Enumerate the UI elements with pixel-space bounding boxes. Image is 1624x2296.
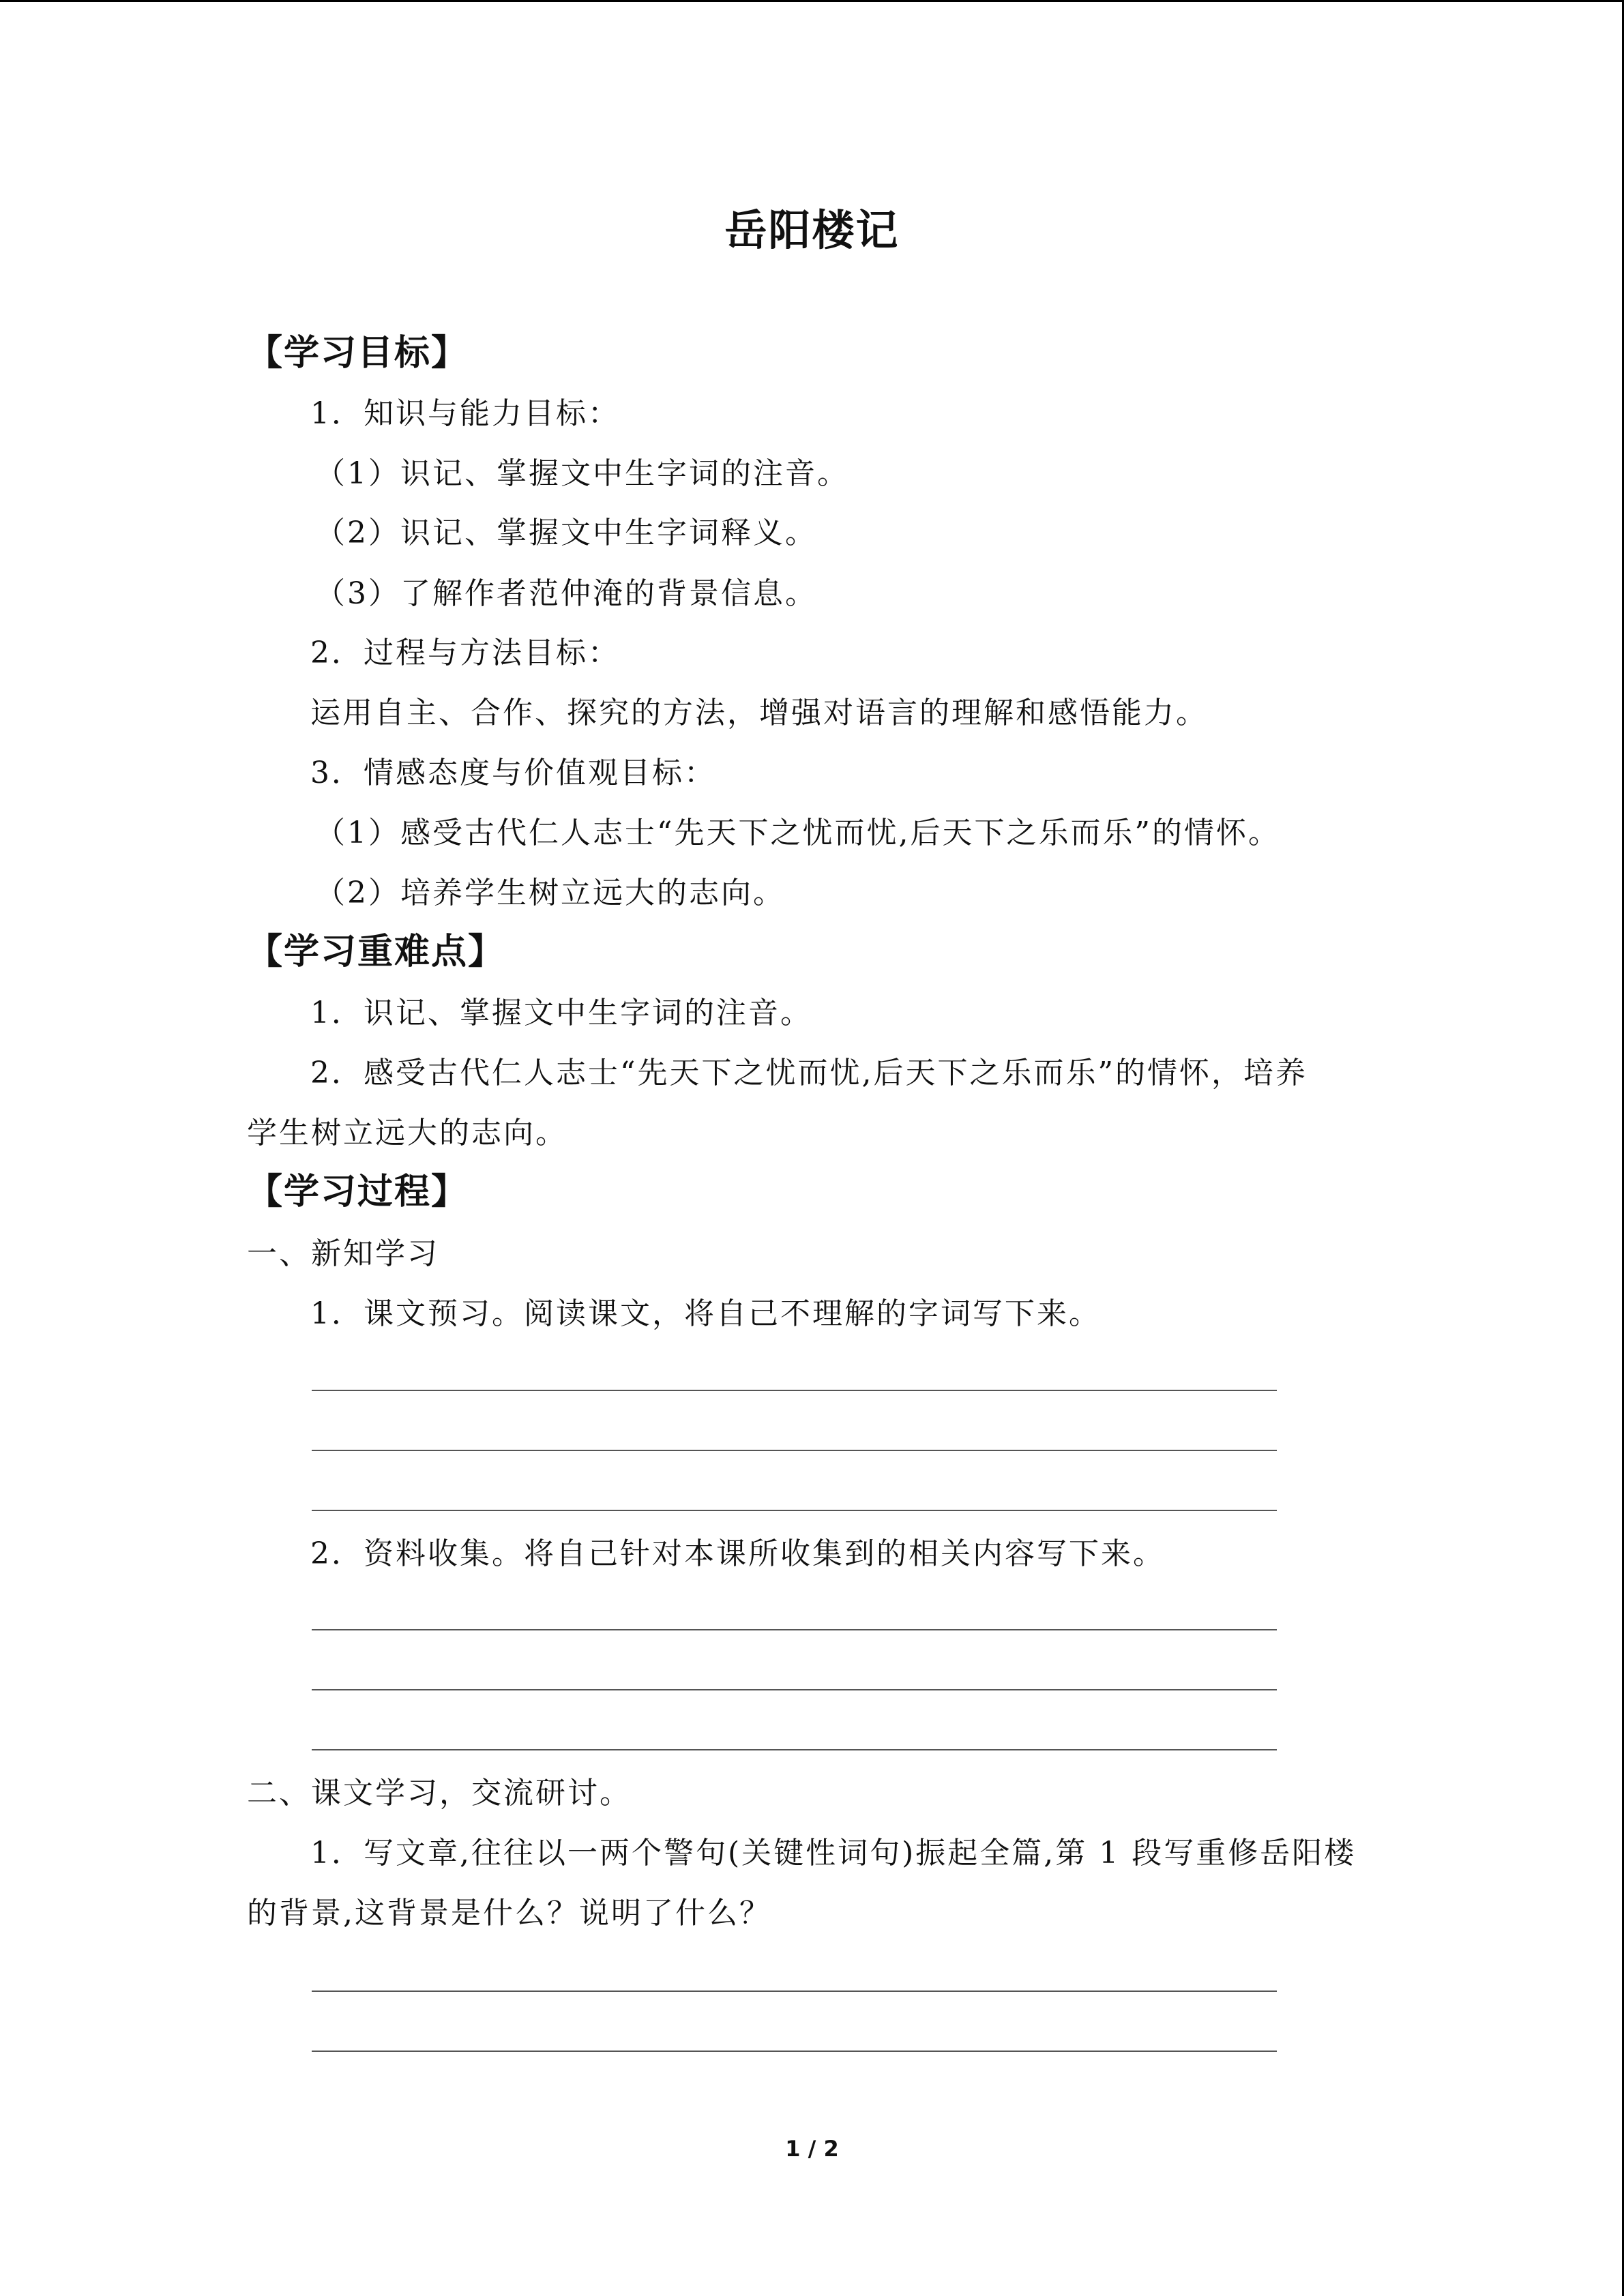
page-number: 1 / 2 (785, 2136, 839, 2162)
answer-line[interactable] (312, 1749, 1277, 1750)
process-part-1-item-1: 1．课文预习。阅读课文，将自己不理解的字词写下来。 (310, 1296, 1101, 1331)
objective-item-3-2: （2）培养学生树立远大的志向。 (315, 876, 785, 910)
answer-line[interactable] (312, 1390, 1277, 1391)
process-part-2: 二、课文学习，交流研讨。 (247, 1776, 632, 1810)
objective-item-3: 3．情感态度与价值观目标： (310, 756, 716, 790)
section-heading-process: 【学习过程】 (247, 1172, 469, 1212)
answer-line[interactable] (312, 1450, 1277, 1451)
key-point-item-1: 1．识记、掌握文中生字词的注音。 (310, 996, 812, 1030)
answer-line[interactable] (312, 1629, 1277, 1630)
objective-item-1-1: （1）识记、掌握文中生字词的注音。 (315, 456, 849, 491)
process-part-1-item-2: 2．资料收集。将自己针对本课所收集到的相关内容写下来。 (310, 1536, 1165, 1571)
section-heading-key-points: 【学习重难点】 (247, 931, 505, 972)
key-point-item-2-line-1: 2．感受古代仁人志士“先天下之忧而忧,后天下之乐而乐”的情怀，培养 (310, 1056, 1308, 1090)
process-part-2-item-1-line-2: 的背景,这背景是什么？说明了什么？ (247, 1896, 771, 1930)
objective-item-2: 2．过程与方法目标： (310, 636, 620, 670)
answer-line[interactable] (312, 1510, 1277, 1511)
process-part-2-item-1-line-1: 1．写文章,往往以一两个警句(关键性词句)振起全篇,第 1 段写重修岳阳楼 (310, 1836, 1357, 1870)
objective-item-1: 1．知识与能力目标： (310, 396, 620, 431)
objective-item-2-text: 运用自主、合作、探究的方法，增强对语言的理解和感悟能力。 (310, 696, 1208, 730)
answer-line[interactable] (312, 1991, 1277, 1992)
document-title: 岳阳楼记 (724, 205, 900, 255)
objective-item-1-3: （3）了解作者范仲淹的背景信息。 (315, 576, 817, 611)
answer-line[interactable] (312, 1689, 1277, 1690)
key-point-item-2-line-2: 学生树立远大的志向。 (247, 1116, 567, 1150)
objective-item-1-2: （2）识记、掌握文中生字词释义。 (315, 516, 817, 550)
objective-item-3-1: （1）感受古代仁人志士“先天下之忧而忧,后天下之乐而乐”的情怀。 (315, 816, 1280, 850)
answer-line[interactable] (312, 2051, 1277, 2052)
section-heading-objectives: 【学习目标】 (247, 333, 469, 374)
process-part-1: 一、新知学习 (247, 1236, 439, 1271)
